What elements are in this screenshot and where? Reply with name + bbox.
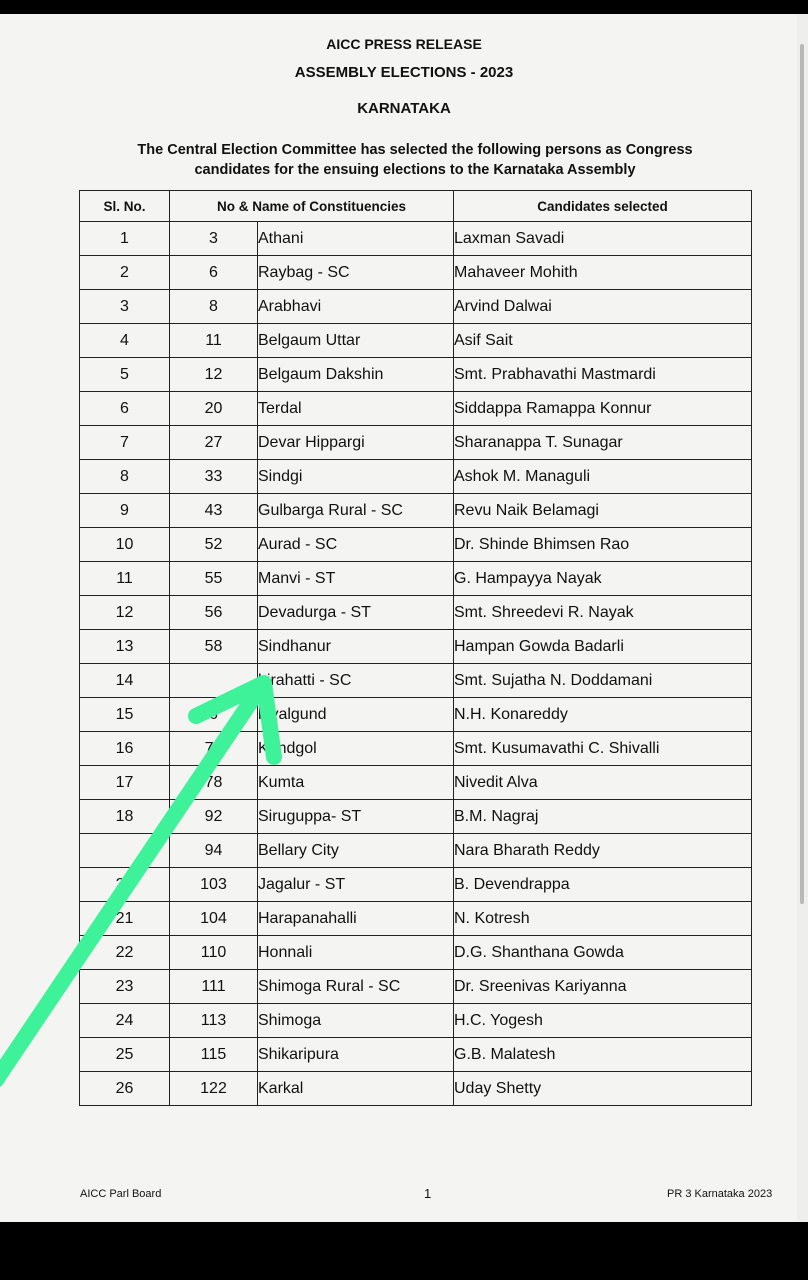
row-constituency-no: 3 xyxy=(170,222,258,256)
row-constituency-name: lavalgund xyxy=(258,698,454,732)
row-constituency-no: 110 xyxy=(170,936,258,970)
row-sl-no: 13 xyxy=(80,630,170,664)
row-constituency-no: 103 xyxy=(170,868,258,902)
row-candidate: Uday Shetty xyxy=(454,1072,752,1106)
intro-paragraph xyxy=(80,140,750,180)
row-constituency-name: Jagalur - ST xyxy=(258,868,454,902)
row-constituency-no: 20 xyxy=(170,392,258,426)
table-row xyxy=(80,664,752,698)
row-constituency-no: 111 xyxy=(170,970,258,1004)
table-row xyxy=(80,834,752,868)
row-constituency-name: Harapanahalli xyxy=(258,902,454,936)
row-sl-no: 26 xyxy=(80,1072,170,1106)
table-row xyxy=(80,562,752,596)
row-constituency-name: Karkal xyxy=(258,1072,454,1106)
row-constituency-name: Kundgol xyxy=(258,732,454,766)
press-release-label: AICC PRESS RELEASE xyxy=(326,36,482,52)
row-constituency-no: 55 xyxy=(170,562,258,596)
row-sl-no: 14 xyxy=(80,664,170,698)
row-sl-no xyxy=(80,834,170,868)
row-candidate: Ashok M. Managuli xyxy=(454,460,752,494)
row-candidate: Smt. Sujatha N. Doddamani xyxy=(454,664,752,698)
row-constituency-name: Belgaum Uttar xyxy=(258,324,454,358)
row-candidate: Dr. Shinde Bhimsen Rao xyxy=(454,528,752,562)
table-row xyxy=(80,800,752,834)
document-title: ASSEMBLY ELECTIONS - 2023 xyxy=(294,64,514,81)
table-row xyxy=(80,766,752,800)
row-sl-no: 24 xyxy=(80,1004,170,1038)
row-candidate: D.G. Shanthana Gowda xyxy=(454,936,752,970)
row-candidate: Smt. Prabhavathi Mastmardi xyxy=(454,358,752,392)
table-row xyxy=(80,1072,752,1106)
row-constituency-no: 11 xyxy=(170,324,258,358)
row-constituency-no: 8 xyxy=(170,290,258,324)
row-constituency-no: 6 xyxy=(170,256,258,290)
row-candidate: Nivedit Alva xyxy=(454,766,752,800)
intro-line: The Central Election Committee has selected the following persons as Congress xyxy=(137,142,693,158)
row-constituency-name: Siruguppa- ST xyxy=(258,800,454,834)
row-candidate: Nara Bharath Reddy xyxy=(454,834,752,868)
row-sl-no: 10 xyxy=(80,528,170,562)
candidates-table xyxy=(79,190,752,1106)
table-row xyxy=(80,596,752,630)
row-constituency-no: 122 xyxy=(170,1072,258,1106)
row-constituency-no: 94 xyxy=(170,834,258,868)
table-row xyxy=(80,1038,752,1072)
row-constituency-no: 27 xyxy=(170,426,258,460)
row-constituency-name: Bellary City xyxy=(258,834,454,868)
row-sl-no: 12 xyxy=(80,596,170,630)
table-row xyxy=(80,256,752,290)
row-constituency-name: Terdal xyxy=(258,392,454,426)
row-candidate: N.H. Konareddy xyxy=(454,698,752,732)
row-constituency-no: 58 xyxy=(170,630,258,664)
footer-left: AICC Parl Board xyxy=(80,1188,162,1200)
row-candidate: G. Hampayya Nayak xyxy=(454,562,752,596)
footer-right: PR 3 Karnataka 2023 xyxy=(667,1188,773,1200)
row-candidate: Laxman Savadi xyxy=(454,222,752,256)
row-candidate: Revu Naik Belamagi xyxy=(454,494,752,528)
table-row xyxy=(80,290,752,324)
row-sl-no: 7 xyxy=(80,426,170,460)
table-row xyxy=(80,324,752,358)
row-candidate: Smt. Kusumavathi C. Shivalli xyxy=(454,732,752,766)
table-row xyxy=(80,970,752,1004)
column-header-candidate: Candidates selected xyxy=(454,191,752,222)
row-candidate: Smt. Shreedevi R. Nayak xyxy=(454,596,752,630)
row-sl-no: 6 xyxy=(80,392,170,426)
row-constituency-name: Raybag - SC xyxy=(258,256,454,290)
row-constituency-name: Gulbarga Rural - SC xyxy=(258,494,454,528)
row-constituency-name: Sindgi xyxy=(258,460,454,494)
row-constituency-name: Manvi - ST xyxy=(258,562,454,596)
row-sl-no: 11 xyxy=(80,562,170,596)
row-sl-no: 20 xyxy=(80,868,170,902)
row-constituency-no: 92 xyxy=(170,800,258,834)
row-constituency-no: 43 xyxy=(170,494,258,528)
row-constituency-no: 52 xyxy=(170,528,258,562)
row-sl-no: 5 xyxy=(80,358,170,392)
scrollbar[interactable] xyxy=(797,14,808,1222)
row-sl-no: 17 xyxy=(80,766,170,800)
state-heading: KARNATAKA xyxy=(357,100,451,117)
page-number: 1 xyxy=(424,1186,432,1201)
row-constituency-name: Shimoga xyxy=(258,1004,454,1038)
row-sl-no: 21 xyxy=(80,902,170,936)
table-row xyxy=(80,1004,752,1038)
column-header-sl-no: Sl. No. xyxy=(80,191,170,222)
row-constituency-name: Arabhavi xyxy=(258,290,454,324)
table-row xyxy=(80,902,752,936)
table-row xyxy=(80,222,752,256)
row-constituency-no: 115 xyxy=(170,1038,258,1072)
row-constituency-no: 70 xyxy=(170,732,258,766)
row-candidate: H.C. Yogesh xyxy=(454,1004,752,1038)
row-sl-no: 9 xyxy=(80,494,170,528)
row-constituency-name: Aurad - SC xyxy=(258,528,454,562)
table-row xyxy=(80,528,752,562)
row-sl-no: 22 xyxy=(80,936,170,970)
intro-line: candidates for the ensuing elections to the Karnataka Assembly xyxy=(194,162,636,178)
table-row xyxy=(80,936,752,970)
row-sl-no: 15 xyxy=(80,698,170,732)
row-candidate: Arvind Dalwai xyxy=(454,290,752,324)
table-row xyxy=(80,630,752,664)
row-constituency-name: Devar Hippargi xyxy=(258,426,454,460)
table-row xyxy=(80,460,752,494)
table-row xyxy=(80,494,752,528)
table-row xyxy=(80,392,752,426)
table-row xyxy=(80,426,752,460)
row-candidate: Sharanappa T. Sunagar xyxy=(454,426,752,460)
row-sl-no: 3 xyxy=(80,290,170,324)
row-sl-no: 25 xyxy=(80,1038,170,1072)
row-candidate: G.B. Malatesh xyxy=(454,1038,752,1072)
row-constituency-no: 113 xyxy=(170,1004,258,1038)
table-header-row xyxy=(80,191,752,222)
row-sl-no: 2 xyxy=(80,256,170,290)
row-constituency-no: 6 xyxy=(170,698,258,732)
table-row xyxy=(80,698,752,732)
row-sl-no: 8 xyxy=(80,460,170,494)
row-candidate: B.M. Nagraj xyxy=(454,800,752,834)
table-row xyxy=(80,358,752,392)
row-sl-no: 1 xyxy=(80,222,170,256)
row-sl-no: 23 xyxy=(80,970,170,1004)
row-constituency-no: 56 xyxy=(170,596,258,630)
row-constituency-name: Athani xyxy=(258,222,454,256)
row-candidate: N. Kotresh xyxy=(454,902,752,936)
row-candidate: B. Devendrappa xyxy=(454,868,752,902)
row-candidate: Asif Sait xyxy=(454,324,752,358)
row-constituency-no: 104 xyxy=(170,902,258,936)
row-constituency-name: Devadurga - ST xyxy=(258,596,454,630)
row-constituency-name: Shimoga Rural - SC xyxy=(258,970,454,1004)
row-candidate: Hampan Gowda Badarli xyxy=(454,630,752,664)
row-sl-no: 16 xyxy=(80,732,170,766)
row-constituency-name: hirahatti - SC xyxy=(258,664,454,698)
row-candidate: Mahaveer Mohith xyxy=(454,256,752,290)
row-constituency-no: 78 xyxy=(170,766,258,800)
row-sl-no: 18 xyxy=(80,800,170,834)
table-row xyxy=(80,732,752,766)
row-candidate: Dr. Sreenivas Kariyanna xyxy=(454,970,752,1004)
row-constituency-name: Kumta xyxy=(258,766,454,800)
row-constituency-name: Belgaum Dakshin xyxy=(258,358,454,392)
row-sl-no: 4 xyxy=(80,324,170,358)
row-candidate: Siddappa Ramappa Konnur xyxy=(454,392,752,426)
row-constituency-no: 12 xyxy=(170,358,258,392)
row-constituency-name: Sindhanur xyxy=(258,630,454,664)
row-constituency-name: Shikaripura xyxy=(258,1038,454,1072)
row-constituency-name: Honnali xyxy=(258,936,454,970)
scrollbar-thumb[interactable] xyxy=(800,44,804,904)
table-row xyxy=(80,868,752,902)
row-constituency-no: 33 xyxy=(170,460,258,494)
column-header-constituency: No & Name of Constituencies xyxy=(170,191,454,222)
row-constituency-no xyxy=(170,664,258,698)
